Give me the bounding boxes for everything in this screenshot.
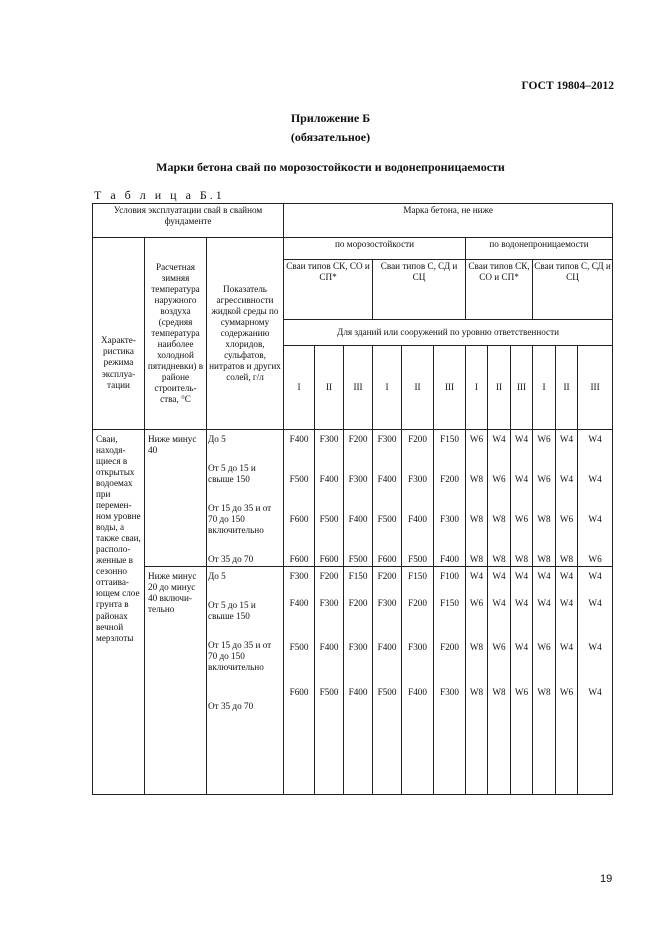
value: F300 (348, 642, 368, 653)
value: F300 (377, 598, 397, 609)
value: F150 (408, 571, 427, 582)
index-cell (207, 430, 284, 567)
value: F400 (408, 687, 427, 698)
value-cell (466, 567, 488, 795)
value: F500 (348, 554, 368, 565)
value: W4 (588, 571, 602, 582)
level-cell: II (556, 346, 578, 430)
header-water-group-2: Сваи типов С, СД и СЦ (533, 260, 613, 320)
value: F300 (377, 434, 397, 444)
value: W4 (588, 514, 602, 525)
value: F200 (319, 571, 339, 582)
index-cell (207, 567, 284, 795)
value: F300 (319, 434, 339, 444)
value-cell (533, 430, 556, 567)
value: F100 (440, 571, 459, 582)
value: F500 (408, 554, 427, 565)
level-cell: III (511, 346, 533, 430)
index-line: От 35 до 70 (208, 701, 254, 712)
value-cell (315, 430, 344, 567)
value: W4 (514, 474, 529, 485)
temp-cell: Ниже минус 20 до минус 40 включи-тельно (145, 567, 207, 795)
value: F400 (440, 554, 459, 565)
value: F400 (408, 514, 427, 525)
level-cell: I (466, 346, 488, 430)
value: W8 (469, 474, 484, 485)
value: F500 (377, 687, 397, 698)
header-frost-group-1: Сваи типов СК, СО и СП* (284, 260, 373, 320)
value: F600 (377, 554, 397, 565)
value: F150 (440, 598, 459, 609)
value: W8 (492, 554, 506, 565)
value-cell (373, 567, 402, 795)
value: F500 (289, 474, 309, 485)
value: F600 (289, 687, 309, 698)
value-cell (284, 430, 315, 567)
value: W8 (492, 687, 506, 698)
value: F300 (408, 474, 427, 485)
value-cell (511, 567, 533, 795)
concrete-grade-table (92, 203, 613, 795)
value: F500 (319, 687, 339, 698)
value: F600 (289, 554, 309, 565)
mode-cell: Сваи, находя-щиеся в открытых водоемах при перемен-ном уровне воды, а также сваи, располо-женные в сезонно оттаива-ющем слое грунта в районах вечной мерзлоты (93, 430, 145, 795)
value: F400 (377, 474, 397, 485)
value: W4 (588, 598, 602, 609)
value-cell (284, 567, 315, 795)
value: W6 (588, 554, 602, 565)
value: W4 (492, 598, 506, 609)
value-cell (344, 430, 373, 567)
value: W6 (469, 434, 484, 444)
level-cell: I (533, 346, 556, 430)
value: W8 (514, 554, 529, 565)
value-cell (402, 567, 434, 795)
page-number: 19 (600, 873, 613, 885)
value: F500 (289, 642, 309, 653)
value: W8 (469, 554, 484, 565)
value: W8 (492, 514, 506, 525)
appendix-status: (обязательное) (290, 130, 371, 144)
value: W4 (492, 571, 506, 582)
value-cell (466, 430, 488, 567)
table-label: Т а б л и ц а Б.1 (94, 188, 225, 202)
level-cell: II (488, 346, 511, 430)
index-line: До 5 (208, 434, 226, 444)
header-water: по водонепроницаемости (466, 238, 613, 260)
value: W6 (492, 474, 506, 485)
value-cell (434, 567, 466, 795)
value: W6 (559, 514, 574, 525)
value: W6 (537, 434, 551, 444)
value-cell (488, 567, 511, 795)
value: W4 (559, 598, 574, 609)
value: F400 (319, 642, 339, 653)
value: F150 (440, 434, 459, 444)
value-cell (578, 567, 613, 795)
value: F400 (348, 514, 368, 525)
value: W4 (514, 571, 529, 582)
level-cell: III (344, 346, 373, 430)
value-cell (556, 430, 578, 567)
value: W4 (588, 642, 602, 653)
value-cell (344, 567, 373, 795)
value: W8 (537, 514, 551, 525)
value: F200 (440, 474, 459, 485)
level-cell: I (284, 346, 315, 430)
value-cell (402, 430, 434, 567)
level-cell: II (315, 346, 344, 430)
value: F200 (440, 642, 459, 653)
value: F200 (377, 571, 397, 582)
value: W8 (537, 687, 551, 698)
value: F400 (348, 687, 368, 698)
index-line: От 5 до 15 и свыше 150 (208, 463, 256, 485)
value: F300 (319, 598, 339, 609)
appendix-caption: Марки бетона свай по морозостойкости и водонепроницаемости (156, 160, 505, 174)
header-water-group-1: Сваи типов СК, СО и СП* (466, 260, 533, 320)
value-cell (511, 430, 533, 567)
value: W4 (537, 571, 551, 582)
value-cell (434, 430, 466, 567)
value: W4 (514, 642, 529, 653)
value: F150 (348, 571, 368, 582)
index-line: От 15 до 35 и от 70 до 150 включительно (208, 640, 272, 673)
value-cell (315, 567, 344, 795)
value: W4 (588, 434, 602, 444)
value: W4 (469, 571, 484, 582)
value: W4 (537, 598, 551, 609)
value-cell (556, 567, 578, 795)
value: F500 (377, 514, 397, 525)
value: F300 (348, 474, 368, 485)
value: W6 (469, 598, 484, 609)
header-characteristic: Характе-ристика режима эксплуа-тации (93, 238, 145, 430)
value: F300 (440, 514, 459, 525)
value: W8 (469, 687, 484, 698)
value: F600 (319, 554, 339, 565)
value: W4 (514, 434, 529, 444)
value: W8 (537, 554, 551, 565)
value-cell (533, 567, 556, 795)
value: W8 (469, 642, 484, 653)
value: W4 (559, 642, 574, 653)
value: F200 (408, 434, 427, 444)
value: W6 (537, 474, 551, 485)
header-frost: по морозостойкости (284, 238, 466, 260)
value: W6 (514, 514, 529, 525)
value: F400 (377, 642, 397, 653)
index-line: От 5 до 15 и свыше 150 (208, 600, 256, 622)
header-temperature: Расчетная зимняя температура наружного воздуха (средняя температура наиболее холодной пятидневки) в районе строитель-ства, °C (145, 238, 207, 430)
value: F400 (289, 598, 309, 609)
header-conditions: Условия эксплуатации свай в свайном фундаменте (93, 204, 284, 238)
index-line: До 5 (208, 571, 226, 582)
level-cell: I (373, 346, 402, 430)
index-line: От 35 до 70 (208, 554, 254, 565)
header-grade: Марка бетона, не ниже (284, 204, 613, 238)
value: W6 (492, 642, 506, 653)
value: F300 (440, 687, 459, 698)
value: F200 (348, 434, 368, 444)
value: W6 (537, 642, 551, 653)
value: F300 (289, 571, 309, 582)
level-cell: II (402, 346, 434, 430)
value: F500 (319, 514, 339, 525)
value-cell (578, 430, 613, 567)
value: W8 (559, 554, 574, 565)
temp-cell: Ниже минус 40 (145, 430, 207, 567)
value: F400 (289, 434, 309, 444)
value-cell (488, 430, 511, 567)
value: W6 (559, 687, 574, 698)
value: W6 (514, 687, 529, 698)
value: F300 (408, 642, 427, 653)
value: F200 (348, 598, 368, 609)
value: W4 (588, 474, 602, 485)
standard-number: ГОСТ 19804–2012 (521, 80, 614, 92)
value: F600 (289, 514, 309, 525)
header-frost-group-2: Сваи типов С, СД и СЦ (373, 260, 466, 320)
header-levels: Для зданий или сооружений по уровню ответственности (284, 320, 613, 346)
header-index: Показатель агрессивности жидкой среды по суммарному содержанию хлоридов, сульфатов, нитратов и других солей, г/л (207, 238, 284, 430)
value: F200 (408, 598, 427, 609)
value: W4 (514, 598, 529, 609)
value: F400 (319, 474, 339, 485)
value: W8 (469, 514, 484, 525)
value: W4 (559, 434, 574, 444)
value-cell (373, 430, 402, 567)
value: W4 (492, 434, 506, 444)
value: W4 (588, 687, 602, 698)
index-line: От 15 до 35 и от 70 до 150 включительно (208, 503, 272, 536)
value: W4 (559, 571, 574, 582)
level-cell: III (578, 346, 613, 430)
appendix-title: Приложение Б (290, 111, 371, 125)
value: W4 (559, 474, 574, 485)
level-cell: III (434, 346, 466, 430)
